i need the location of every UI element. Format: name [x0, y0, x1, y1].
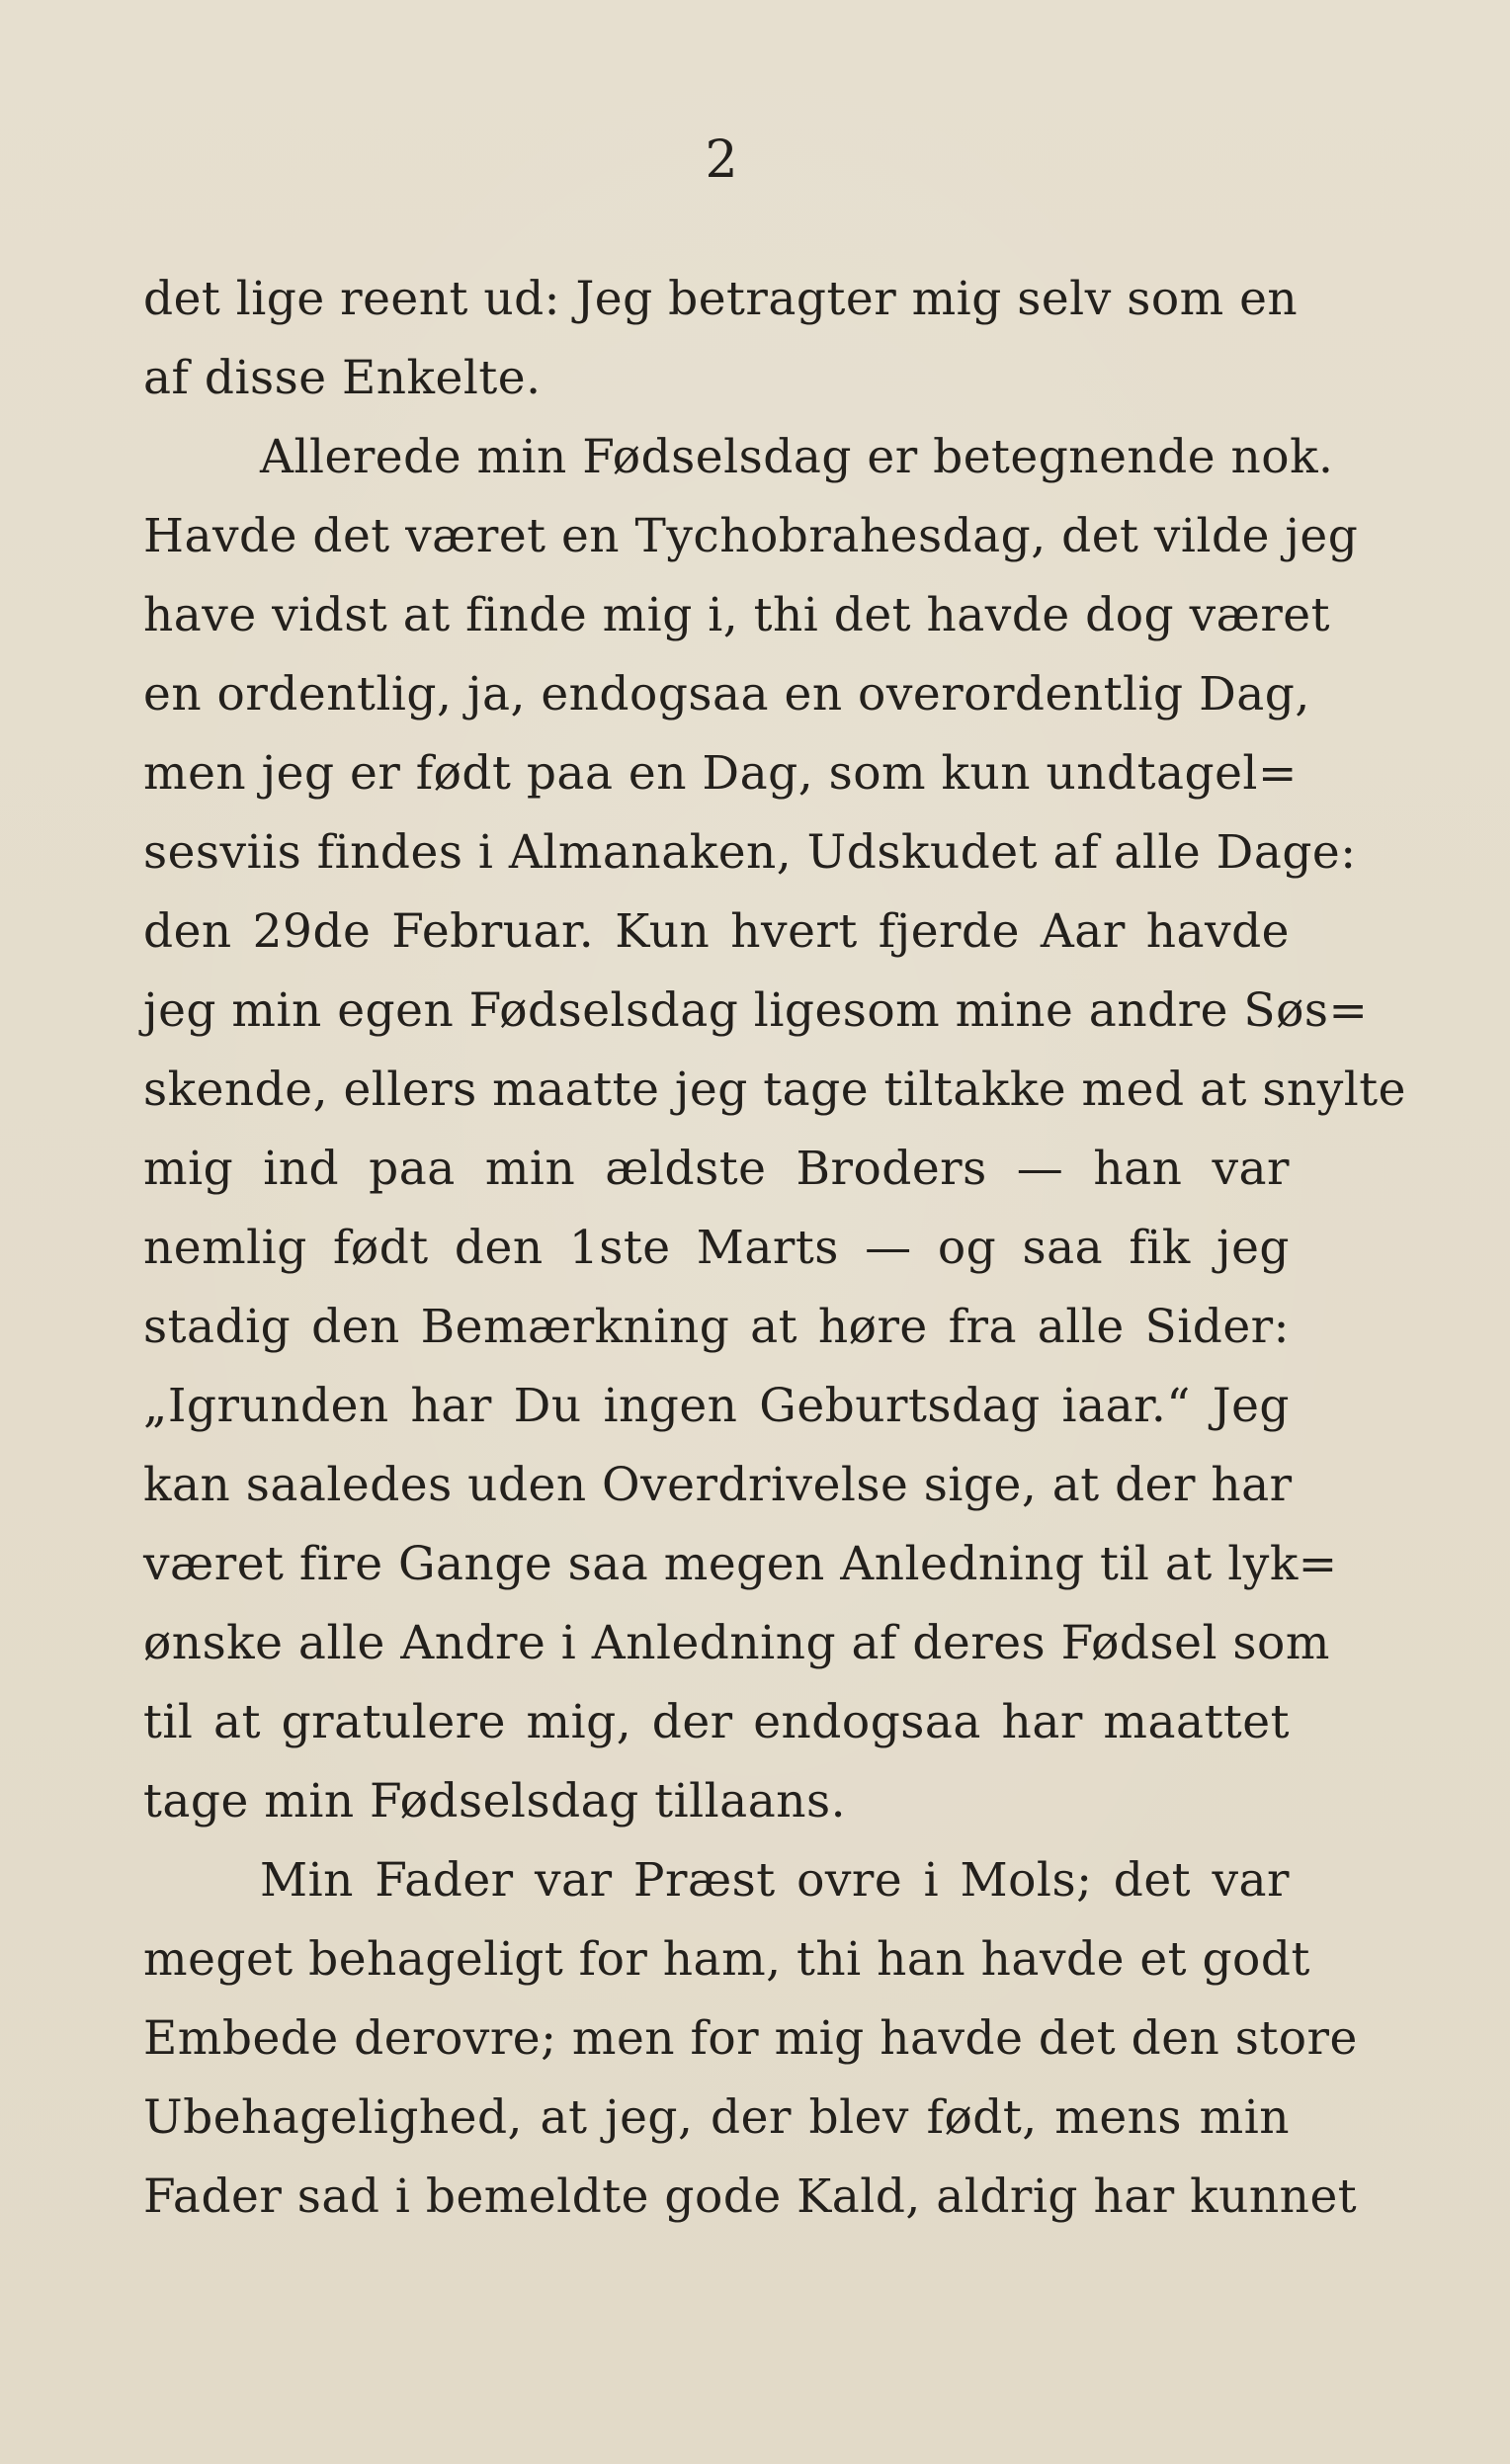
- page-number: 2: [705, 130, 738, 190]
- text-line: Ubehagelighed, at jeg, der blev født, mens min: [143, 2090, 1290, 2145]
- text-line: ønske alle Andre i Anledning af deres Fødsel som: [143, 1616, 1330, 1670]
- body-text: [143, 260, 1406, 2237]
- text-line: jeg min egen Fødselsdag ligesom mine andre Søs=: [143, 983, 1369, 1038]
- text-line: af disse Enkelte.: [143, 351, 542, 405]
- text-line: „Igrunden har Du ingen Geburtsdag iaar.“ Jeg: [143, 1379, 1290, 1433]
- text-line: nemlig født den 1ste Marts — og saa fik jeg: [143, 1221, 1290, 1275]
- text-line: kan saaledes uden Overdrivelse sige, at der har: [143, 1458, 1293, 1512]
- text-line: men jeg er født paa en Dag, som kun undtagel=: [143, 746, 1298, 801]
- text-line: meget behageligt for ham, thi han havde et godt: [143, 1932, 1310, 1987]
- text-line: Fader sad i bemeldte gode Kald, aldrig har kunnet: [143, 2169, 1358, 2224]
- text-line: tage min Fødselsdag tillaans.: [143, 1774, 847, 1828]
- text-line: Embede derovre; men for mig havde det den store: [143, 2011, 1358, 2066]
- text-line: Allerede min Fødselsdag er betegnende nok.: [260, 430, 1334, 484]
- text-line: skende, ellers maatte jeg tage tiltakke med at snylte: [143, 1062, 1406, 1117]
- text-line: været fire Gange saa megen Anledning til at lyk=: [143, 1537, 1338, 1591]
- text-line: den 29de Februar. Kun hvert fjerde Aar havde: [143, 904, 1290, 959]
- text-line: en ordentlig, ja, endogsaa en overordentlig Dag,: [143, 667, 1310, 722]
- text-line: Min Fader var Præst ovre i Mols; det var: [260, 1853, 1290, 1908]
- text-line: det lige reent ud: Jeg betragter mig selv som en: [143, 272, 1299, 326]
- text-line: sesviis findes i Almanaken, Udskudet af alle Dage:: [143, 825, 1357, 880]
- text-line: mig ind paa min ældste Broders — han var: [143, 1142, 1290, 1196]
- text-line: til at gratulere mig, der endogsaa har maattet: [143, 1695, 1290, 1749]
- text-line: Havde det været en Tychobrahesdag, det vilde jeg: [143, 509, 1359, 563]
- text-line: stadig den Bemærkning at høre fra alle Sider:: [143, 1300, 1290, 1354]
- text-line: have vidst at finde mig i, thi det havde dog været: [143, 588, 1330, 642]
